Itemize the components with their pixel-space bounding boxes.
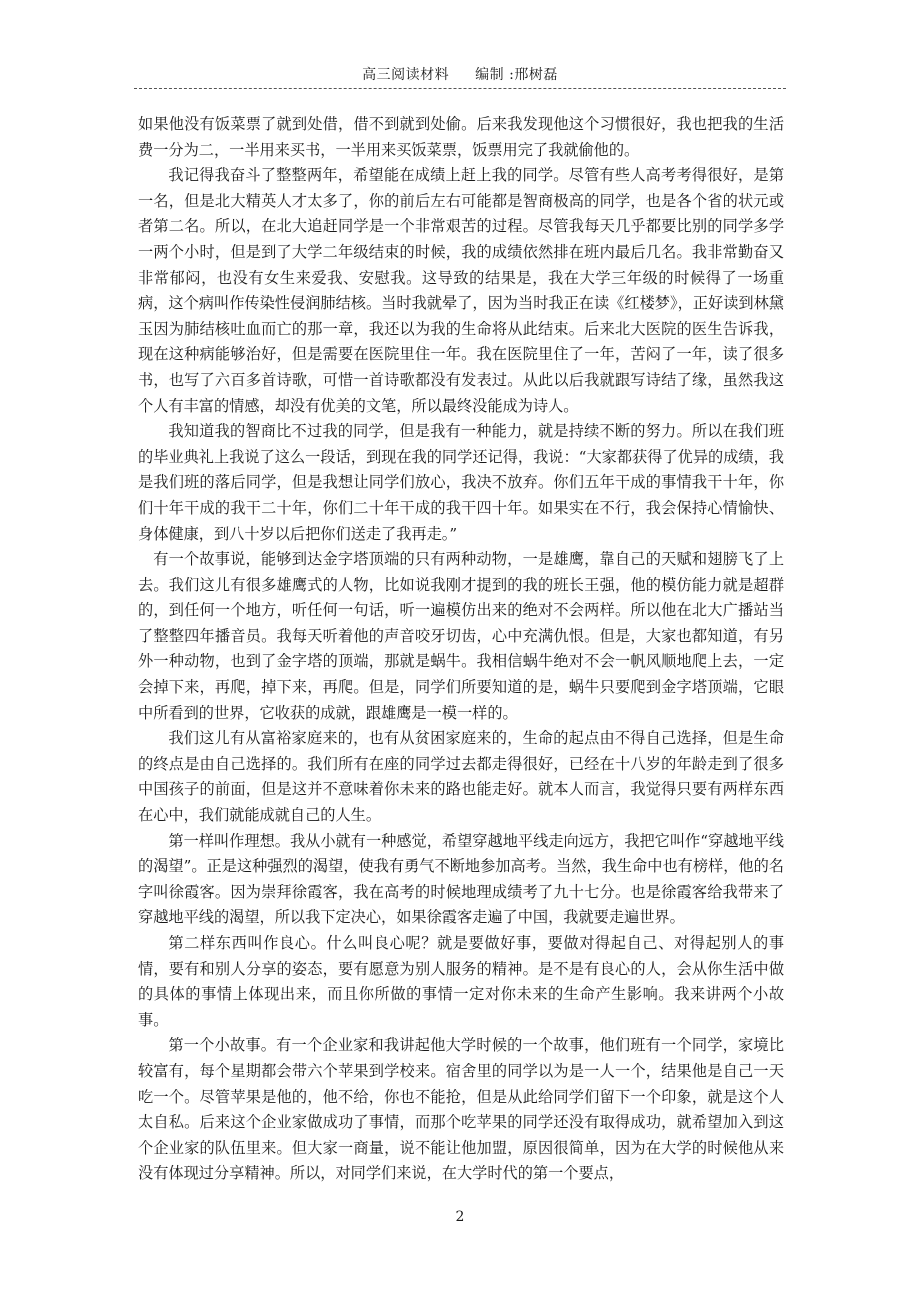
running-header (134, 66, 786, 84)
paragraph: 我记得我奋斗了整整两年，希望能在成绩上赶上我的同学。尽管有些人高考考得很好，是第一名，但是北大精英人才太多了，你的前后左右可能都是智商极高的同学，也是各个省的状元或者第二名。所以，在北大追赶同学是一个非常艰苦的过程。尽管我每天几乎都要比别的同学多学一两个小时，但是到了大学二年级结束的时候，我的成绩依然排在班内最后几名。我非常勤奋又非常郁闷，也没有女生来爱我、安慰我。这导致的结果是，我在大学三年级的时候得了一场重病，这个病叫作传染性侵润肺结核。当时我就晕了，因为当时我正在读《红楼梦》，正好读到林黛玉因为肺结核吐血而亡的那一章，我还以为我的生命将从此结束。后来北大医院的医生告诉我，现在这种病能够治好，但是需要在医院里住一年。我在医院里住了一年，苦闷了一年，读了很多书，也写了六百多首诗歌，可惜一首诗歌都没有发表过。从此以后我就跟写诗结了缘，虽然我这个人有丰富的情感，却没有优美的文笔，所以最终没能成为诗人。 (138, 166, 784, 415)
paragraph: 如果他没有饭菜票了就到处借，借不到就到处偷。后来我发现他这个习惯很好，我也把我的生活费一分为二，一半用来买书，一半用来买饭菜票，饭票用完了我就偷他的。 (138, 115, 784, 159)
paragraph: 我们这儿有从富裕家庭来的，也有从贫困家庭来的，生命的起点由不得自己选择，但是生命的终点是由自己选择的。我们所有在座的同学过去都走得很好，已经在十八岁的年龄走到了很多中国孩子的前面，但是这并不意味着你未来的路也能走好。就本人而言，我觉得只要有两样东西在心中，我们就能成就自己的人生。 (138, 729, 784, 825)
header-divider (134, 88, 786, 89)
paragraph: 第一个小故事。有一个企业家和我讲起他大学时候的一个故事，他们班有一个同学，家境比较富有，每个星期都会带六个苹果到学校来。宿舍里的同学以为是一人一个，结果他是自己一天吃一个。尽管苹果是他的，他不给，你也不能抢，但是从此给同学们留下一个印象，就是这个人太自私。后来这个企业家做成功了事情，而那个吃苹果的同学还没有取得成功，就希望加入到这个企业家的队伍里来。但大家一商量，说不能让他加盟，原因很简单，因为在大学的时候他从来没有体现过分享精神。所以，对同学们来说，在大学时代的第一个要点， (138, 1036, 784, 1183)
page-number: 2 (455, 1209, 465, 1225)
paragraph: 我知道我的智商比不过我的同学，但是我有一种能力，就是持续不断的努力。所以在我们班的毕业典礼上我说了这么一段话，到现在我的同学还记得，我说：“大家都获得了优异的成绩，我是我们班的落后同学，但是我想让同学们放心，我决不放弃。你们五年干成的事情我干十年，你们十年干成的我干二十年，你们二十年干成的我干四十年。如果实在不行，我会保持心情愉快、身体健康，到八十岁以后把你们送走了我再走。” (138, 422, 784, 543)
paragraph: 第二样东西叫作良心。什么叫良心呢？就是要做好事，要做对得起自己、对得起别人的事情，要有和别人分享的姿态，要有愿意为别人服务的精神。是不是有良心的人，会从你生活中做的具体的事情上体现出来，而且你所做的事情一定对你未来的生命产生影响。我来讲两个小故事。 (138, 934, 784, 1029)
header-title: 高三阅读材料 (362, 67, 450, 83)
paragraph: 有一个故事说，能够到达金字塔顶端的只有两种动物，一是雄鹰，靠自己的天赋和翅膀飞了上去。我们这儿有很多雄鹰式的人物，比如说我刚才提到的我的班长王强，他的模仿能力就是超群的，到任何一个地方，听任何一句话，听一遍模仿出来的绝对不会两样。所以他在北大广播站当了整整四年播音员。我每天听着他的声音咬牙切齿，心中充满仇恨。但是，大家也都知道，有另外一种动物，也到了金字塔的顶端，那就是蜗牛。我相信蜗牛绝对不会一帆风顺地爬上去，一定会掉下来，再爬，掉下来，再爬。但是，同学们所要知道的是，蜗牛只要爬到金字塔顶端，它眼中所看到的世界，它收获的成就，跟雄鹰是一模一样的。 (138, 550, 784, 722)
paragraph: 第一样叫作理想。我从小就有一种感觉，希望穿越地平线走向远方，我把它叫作“穿越地平线的渴望”。正是这种强烈的渴望，使我有勇气不断地参加高考。当然，我生命中也有榜样，他的名字叫徐霞客。因为崇拜徐霞客，我在高考的时候地理成绩考了九十七分。也是徐霞客给我带来了穿越地平线的渴望，所以我下定决心，如果徐霞客走遍了中国，我就要走遍世界。 (138, 831, 784, 927)
article-body (138, 112, 784, 1187)
header-editor: 编制 :邢树磊 (475, 67, 558, 83)
